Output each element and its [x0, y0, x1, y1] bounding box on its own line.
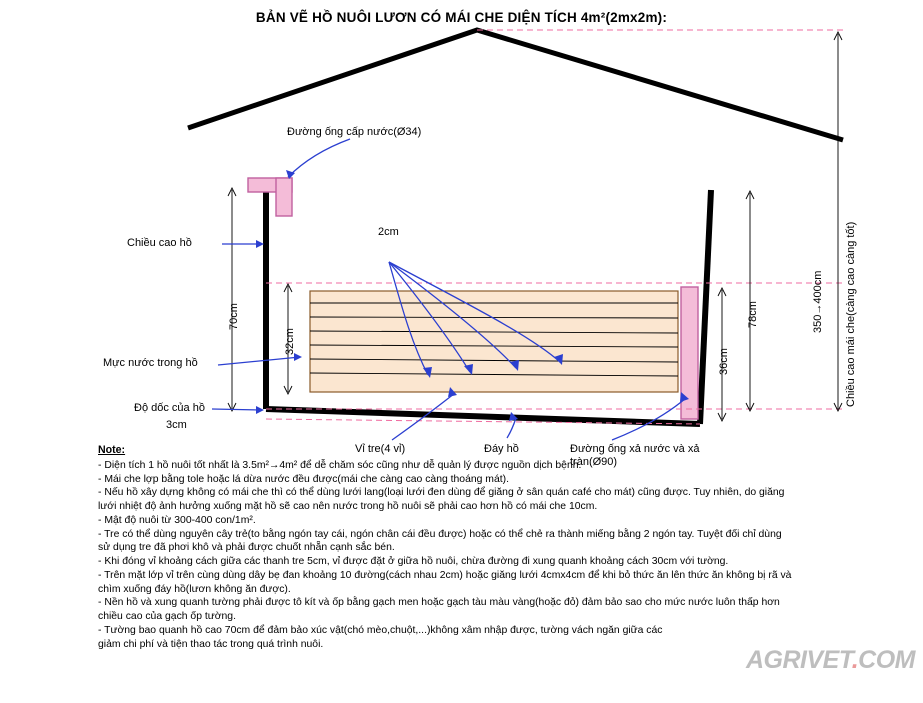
label-roof-height: Chiều cao mái che(càng cao càng tốt): [845, 221, 857, 407]
dim-label-2cm: 2cm: [378, 226, 399, 238]
page-title: BẢN VẼ HỒ NUÔI LƯƠN CÓ MÁI CHE DIỆN TÍCH 4m²(2mx2m):: [255, 10, 668, 25]
notes-heading: Note:: [98, 444, 126, 456]
right-wall: [700, 190, 711, 424]
label-pond-height: Chiều cao hồ: [127, 237, 192, 249]
watermark-dot: .: [851, 646, 859, 674]
dim-label-70cm: 70cm: [228, 303, 240, 330]
label-water-level: Mực nước trong hồ: [103, 357, 198, 369]
dim-label-36cm: 36cm: [718, 348, 730, 375]
note-line: - Tường bao quanh hồ cao 70cm để đảm bảo xúc vật(chó mèo,chuột,...)không xâm nhập được, tường vách ngăn giữa các: [98, 624, 663, 636]
note-line: - Mật độ nuôi từ 300-400 con/1m².: [98, 514, 256, 526]
notes-block: [98, 444, 898, 651]
label-drain-pipe: Đường ống xả nước và xả tràn(Ø90): [570, 443, 700, 468]
label-pond-slope: Độ dốc của hồ: [134, 402, 205, 414]
watermark-left: AGRIVET: [745, 646, 852, 674]
note-line: - Khi đóng vỉ khoảng cách giữa các thanh tre 5cm, vỉ được đặt ở giữa hồ nuôi, chừa đường đi xung quanh khoảng cách 30cm với tường.: [98, 556, 729, 568]
note-line: - Diện tích 1 hồ nuôi tốt nhất là 3.5m²→4m² để dễ chăm sóc cũng như dễ quản lý được nguồn dịch bệnh.: [98, 459, 582, 471]
note-line: - Trên mặt lớp vỉ trên cùng dùng dây bẹ đan khoảng 10 đường(cách nhau 2cm) hoặc giăng lưới 4cmx4cm để khi bỏ thức ăn lên thức ăn không bị rã và: [98, 569, 792, 581]
dim-label-78cm: 78cm: [747, 301, 759, 328]
pond-bottom-line: [266, 409, 700, 424]
dim-label-32cm: 32cm: [284, 328, 296, 355]
note-line: lưới nhiệt độ ảnh hưởng xuống mặt hồ sẽ cao nên nước trong hồ nuôi sẽ phải cao hơn hồ có mái che 10cm.: [98, 501, 598, 513]
water-supply-pipe: [248, 178, 292, 216]
watermark-right: COM: [858, 646, 915, 674]
label-bamboo-frame: Vỉ tre(4 vỉ): [355, 443, 406, 455]
note-line: - Nền hồ và xung quanh tường phải được tô kít và ốp bằng gạch men hoặc gạch tàu màu vàng(hoặc đỏ) đảm bảo sao cho mức nước luôn thấp hơn: [98, 597, 780, 609]
dim-label-350-400cm: 350→400cm: [812, 270, 824, 333]
note-line: - Tre có thể dùng nguyên cây trẻ(to bằng ngón tay cái, ngón chân cái đều được) hoặc có thể chẻ ra thành miếng bằng 2 ngón tay. Tuyệt đối chỉ dùng: [98, 528, 782, 540]
note-line: - Mái che lợp bằng tole hoặc lá dừa nước đều được(mái che càng cao càng thoáng mát).: [98, 473, 509, 485]
note-line: giảm chi phí và tiện thao tác trong quá trình nuôi.: [98, 638, 324, 650]
watermark: [746, 646, 915, 675]
label-water-supply-pipe: Đường ống cấp nước(Ø34): [287, 126, 422, 138]
bamboo-frame-block: [310, 291, 678, 392]
note-line: sử dụng tre đã phơi khô và phải được chuốt nhẵn cạnh sắc bén.: [98, 542, 395, 554]
note-line: - Nếu hồ xây dựng không có mái che thì có thể dùng lưới lang(loại lưới đen dùng để giăng ở sân quán café cho mát) cũng được. Tuy nhiên, do giăng: [98, 487, 785, 499]
dim-label-3cm: 3cm: [166, 419, 187, 431]
note-line: chìm xuống đáy hồ(lươn không ăn được).: [98, 583, 291, 595]
label-pond-bottom: Đáy hồ: [484, 443, 519, 455]
note-line: chiều cao của gạch ốp tường.: [98, 611, 236, 623]
roof-line: [188, 30, 843, 140]
